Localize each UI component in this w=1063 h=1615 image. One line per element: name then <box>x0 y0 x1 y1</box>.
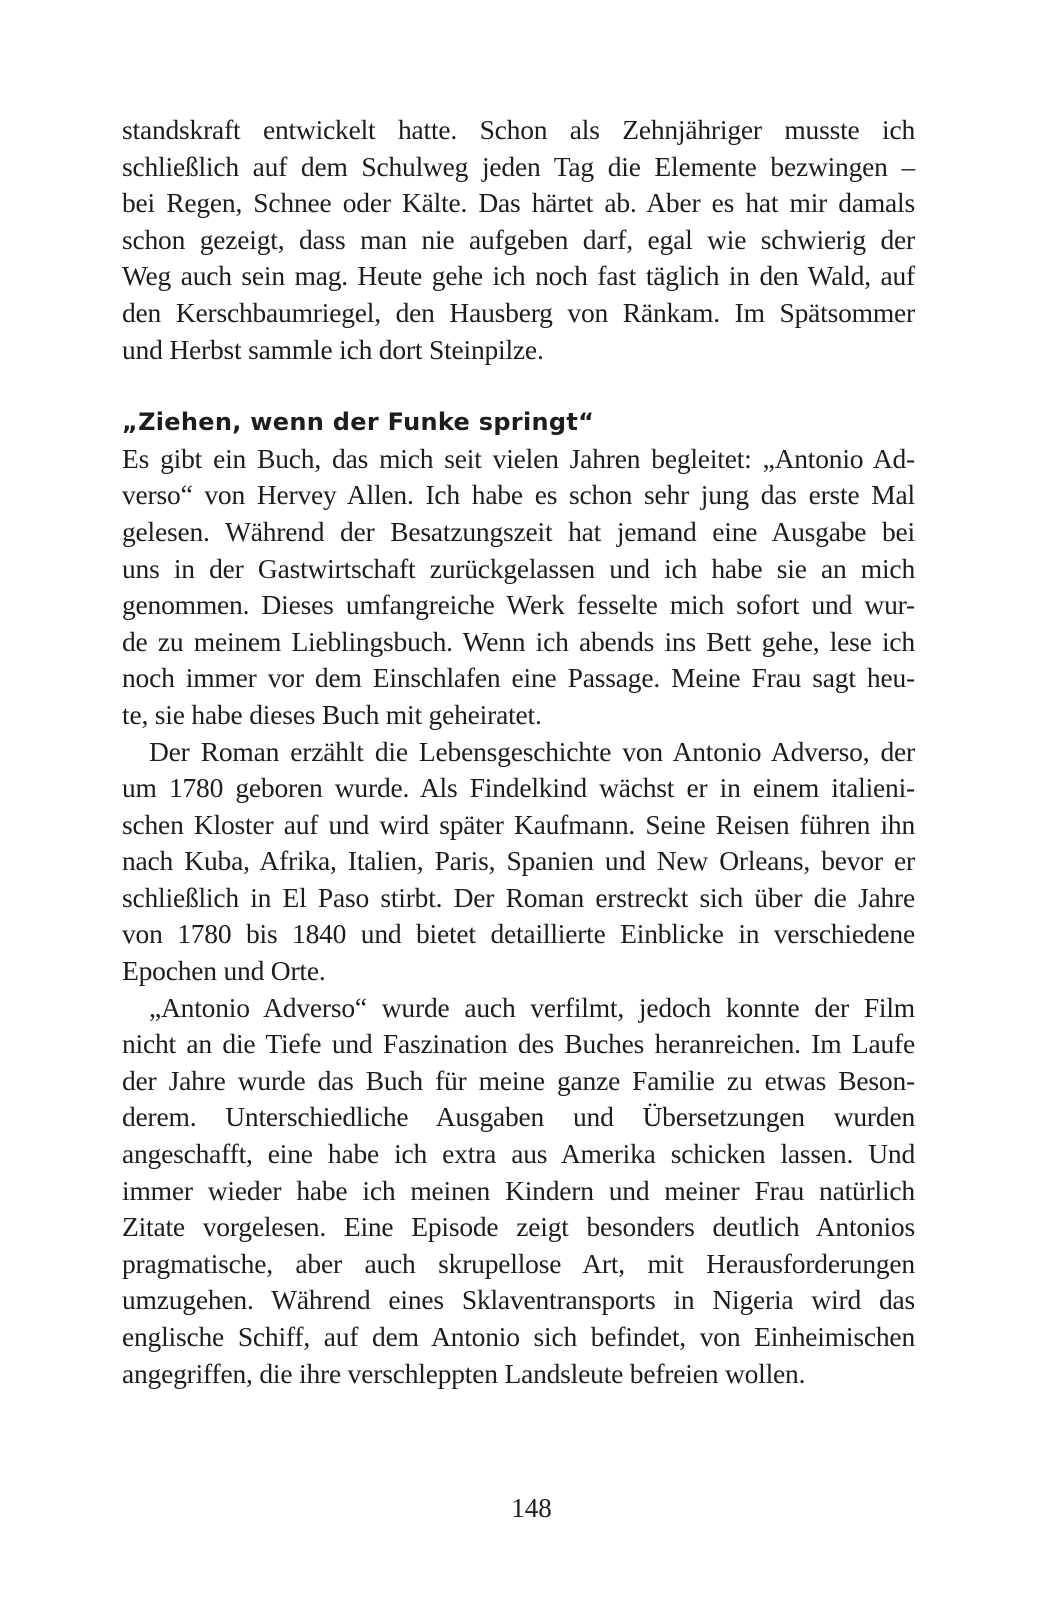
text-line: immer wieder habe ich meinen Kindern und meiner Frau natürlich <box>122 1174 915 1206</box>
text-line: angegriffen, die ihre verschleppten Landsleute befreien wollen. <box>122 1357 806 1389</box>
text-line: schließlich in El Paso stirbt. Der Roman erstreckt sich über die Jahre <box>122 881 915 913</box>
text-line: te, sie habe dieses Buch mit geheiratet. <box>122 698 542 730</box>
text-line: schen Kloster auf und wird später Kaufmann. Seine Reisen führen ihn <box>122 808 915 840</box>
paragraph-continuation <box>122 112 915 368</box>
text-line: von 1780 bis 1840 und bietet detaillierte Einblicke in verschiedene <box>122 918 915 950</box>
book-page <box>122 112 915 1392</box>
text-line: uns in der Gastwirtschaft zurückgelassen und ich habe sie an mich <box>122 552 915 584</box>
text-line: Zitate vorgelesen. Eine Episode zeigt besonders deutlich Antonios <box>122 1211 915 1243</box>
text-line: Der Roman erzählt die Lebensgeschichte von Antonio Adverso, der <box>149 735 915 767</box>
text-line: Epochen und Orte. <box>122 955 326 987</box>
page-number: 148 <box>511 1493 552 1523</box>
text-line: umzugehen. Während eines Sklaventransports in Nigeria wird das <box>122 1284 915 1316</box>
text-line: angeschafft, eine habe ich extra aus Amerika schicken lassen. Und <box>122 1138 915 1170</box>
text-line: gelesen. Während der Besatzungszeit hat jemand eine Ausgabe bei <box>122 515 915 547</box>
text-line: der Jahre wurde das Buch für meine ganze Familie zu etwas Beson- <box>122 1064 915 1096</box>
text-line: nach Kuba, Afrika, Italien, Paris, Spanien und New Orleans, bevor er <box>122 845 915 877</box>
text-line: englische Schiff, auf dem Antonio sich befindet, von Einheimischen <box>122 1321 915 1352</box>
text-line: pragmatische, aber auch skrupellose Art, mit Herausforderungen <box>122 1247 915 1279</box>
text-line: noch immer vor dem Einschlafen eine Passage. Meine Frau sagt heu- <box>122 662 915 694</box>
text-line: den Kerschbaumriegel, den Hausberg von Ränkam. Im Spätsommer <box>122 296 915 328</box>
text-line: und Herbst sammle ich dort Steinpilze. <box>122 333 544 365</box>
section-heading: „Ziehen, wenn der Funke springt“ <box>122 408 595 437</box>
text-line: verso“ von Hervey Allen. Ich habe es schon sehr jung das erste Mal <box>122 479 915 511</box>
text-line: derem. Unterschiedliche Ausgaben und Übersetzungen wurden <box>122 1101 915 1133</box>
text-line: um 1780 geboren wurde. Als Findelkind wächst er in einem italieni- <box>122 772 915 804</box>
text-line: Es gibt ein Buch, das mich seit vielen Jahren begleitet: „Antonio Ad- <box>122 442 915 474</box>
text-line: de zu meinem Lieblingsbuch. Wenn ich abends ins Bett gehe, lese ich <box>122 625 915 657</box>
paragraph-book-intro <box>122 441 915 734</box>
paragraph-film-and-family <box>122 990 915 1393</box>
text-line: bei Regen, Schnee oder Kälte. Das härtet ab. Aber es hat mir damals <box>122 187 915 219</box>
text-line: Weg auch sein mag. Heute gehe ich noch fast täglich in den Wald, auf <box>122 260 915 292</box>
text-line: „Antonio Adverso“ wurde auch verfilmt, jedoch konnte der Film <box>149 991 915 1023</box>
text-line: standskraft entwickelt hatte. Schon als Zehnjähriger musste ich <box>122 114 915 145</box>
text-line: schon gezeigt, dass man nie aufgeben darf, egal wie schwierig der <box>122 223 915 255</box>
text-line: genommen. Dieses umfangreiche Werk fesselte mich sofort und wur- <box>122 589 915 621</box>
text-line: schließlich auf dem Schulweg jeden Tag die Elemente bezwingen – <box>122 150 915 182</box>
text-line: nicht an die Tiefe und Faszination des Buches heranreichen. Im Laufe <box>122 1028 915 1060</box>
paragraph-novel-summary <box>122 734 915 990</box>
